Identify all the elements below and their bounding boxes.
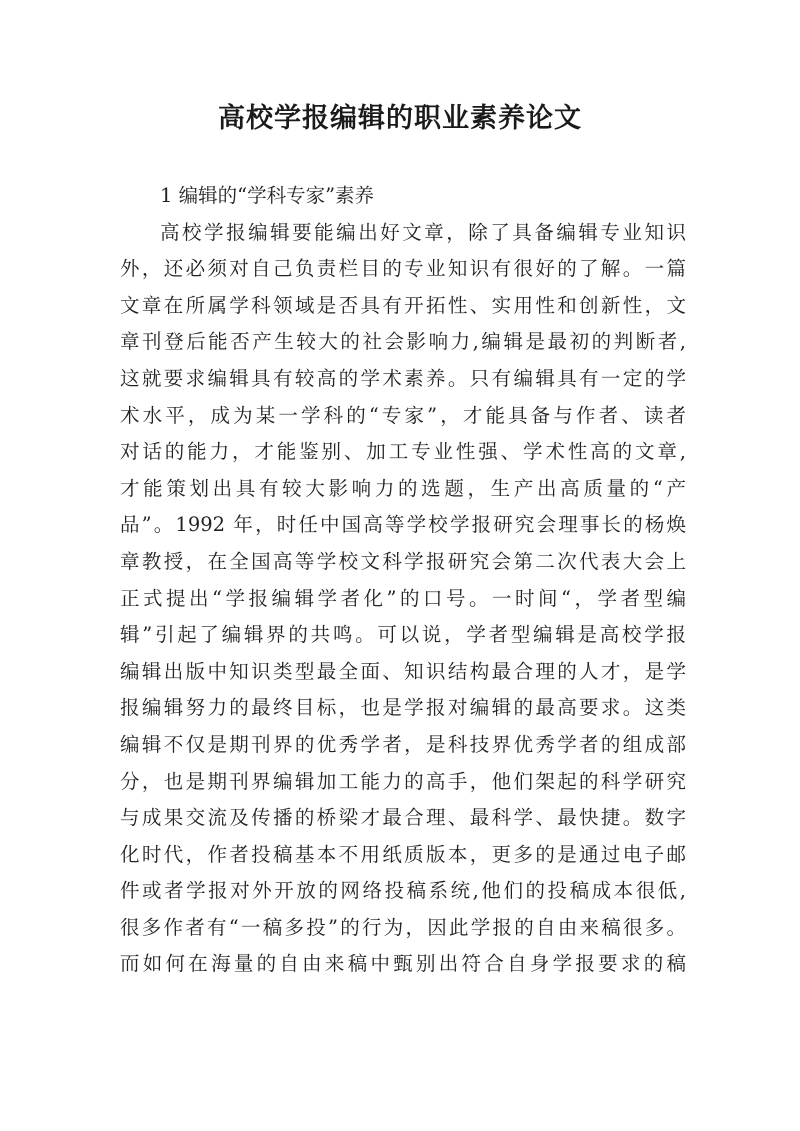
paragraph-line: 术水平，成为某一学科的“专家”，才能具备与作者、读者 <box>120 403 686 427</box>
paragraph-line: 化时代，作者投稿基本不用纸质版本，更多的是通过电子邮 <box>120 842 686 866</box>
paragraph-line: 正式提出“学报编辑学者化”的口号。一时间“，学者型编 <box>120 586 686 610</box>
paragraph-line: 很多作者有“一稿多投”的行为，因此学报的自由来稿很多。 <box>120 915 686 939</box>
paragraph-line: 高校学报编辑要能编出好文章，除了具备编辑专业知识 <box>160 220 686 244</box>
paragraph-line: 外，还必须对自己负责栏目的专业知识有很好的了解。一篇 <box>120 257 686 281</box>
paragraph-line: 与成果交流及传播的桥梁才最合理、最科学、最快捷。数字 <box>120 806 686 830</box>
paragraph-line: 章教授，在全国高等学校文科学报研究会第二次代表大会上 <box>120 549 686 573</box>
paragraph-line: 编辑不仅是期刊界的优秀学者，是科技界优秀学者的组成部 <box>120 732 686 756</box>
paragraph-line: 报编辑努力的最终目标，也是学报对编辑的最高要求。这类 <box>120 696 686 720</box>
paragraph-line: 件或者学报对外开放的网络投稿系统,他们的投稿成本很低, <box>120 879 686 903</box>
section-heading: 1 编辑的“学科专家”素养 <box>160 184 375 207</box>
paragraph-line: 品”。1992 年，时任中国高等学校学报研究会理事长的杨焕 <box>120 513 686 537</box>
paragraph-line: 文章在所属学科领域是否具有开拓性、实用性和创新性，文 <box>120 293 686 317</box>
paragraph-line: 编辑出版中知识类型最全面、知识结构最合理的人才，是学 <box>120 659 686 683</box>
paragraph-line: 这就要求编辑具有较高的学术素养。只有编辑具有一定的学 <box>120 366 686 390</box>
document-body <box>120 178 686 983</box>
document-title: 高校学报编辑的职业素养论文 <box>218 103 582 134</box>
paragraph-line: 分，也是期刊界编辑加工能力的高手，他们架起的科学研究 <box>120 769 686 793</box>
paragraph-line: 而如何在海量的自由来稿中甄别出符合自身学报要求的稿 <box>120 952 686 976</box>
paragraph-line: 辑”引起了编辑界的共鸣。可以说，学者型编辑是高校学报 <box>120 623 686 647</box>
paragraph-line: 对话的能力，才能鉴别、加工专业性强、学术性高的文章, <box>120 440 686 464</box>
paragraph-line: 才能策划出具有较大影响力的选题，生产出高质量的“产 <box>120 476 686 500</box>
paragraph-line: 章刊登后能否产生较大的社会影响力,编辑是最初的判断者, <box>120 330 686 354</box>
